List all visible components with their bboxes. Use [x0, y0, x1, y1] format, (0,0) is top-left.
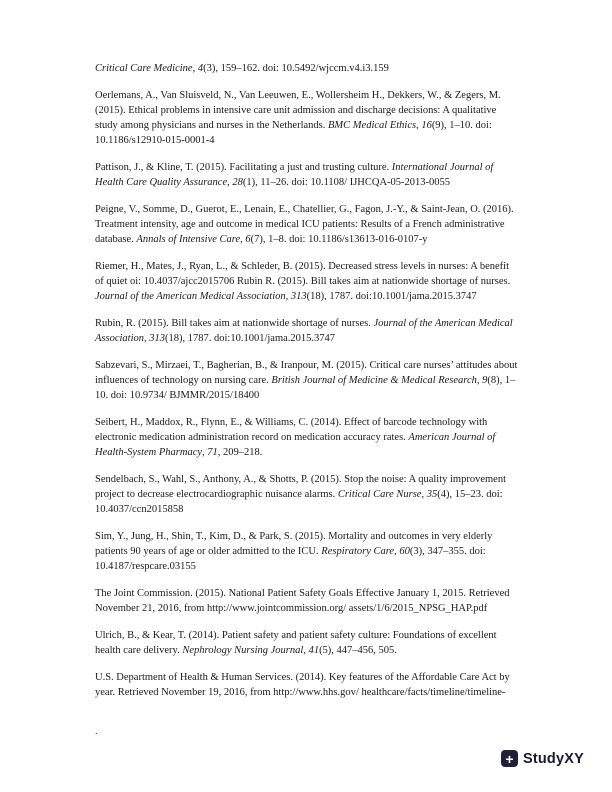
reference-text-segment: ,	[416, 120, 422, 131]
reference-text-segment: Sendelbach, S., Wahl, S., Anthony, A., & Shotts, P. (2015). Stop the noise: A quality improvement project to decrease electrocardiographic nuisance alarms.	[95, 474, 506, 500]
reference-journal-segment: Journal of the American Medical Association, 313	[95, 318, 513, 344]
reference-text-segment: ,	[394, 546, 400, 557]
stray-period-mark: .	[95, 726, 98, 737]
reference-journal-segment: Respiratory Care	[321, 546, 395, 557]
reference-text-segment: Sabzevari, S., Mirzaei, T., Bagherian, B., & Iranpour, M. (2015). Critical care nurses’ attitudes about influences of technology on nursing care.	[95, 360, 518, 386]
reference-text-segment: Rubin, R. (2015). Bill takes aim at nationwide shortage of nurses.	[95, 318, 374, 329]
reference-text-segment: Sim, Y., Jung, H., Shin, T., Kim, D., & Park, S. (2015). Mortality and outcomes in very elderly patients 90 years of age or older admitted to the ICU.	[95, 531, 493, 557]
reference-text-segment: Pattison, J., & Kline, T. (2015). Facilitating a just and trusting culture.	[95, 162, 392, 173]
reference-text-segment: ,	[227, 177, 233, 188]
reference-entry	[95, 316, 520, 346]
reference-entry	[95, 529, 520, 574]
studyxy-watermark	[501, 750, 584, 767]
reference-journal-segment: 6	[245, 234, 251, 245]
reference-text-segment: Seibert, H., Maddox, R., Flynn, E., & Williams, C. (2014). Effect of barcode technology with electronic medication administration record on medication accuracy rates.	[95, 417, 488, 443]
reference-journal-segment: 16	[421, 120, 432, 131]
reference-text-segment: (8), 1–10. doi: 10.9734/ BJMMR/2015/18400	[95, 375, 516, 401]
reference-entry	[95, 358, 520, 403]
reference-journal-segment: Critical Care Nurse	[337, 489, 422, 500]
reference-text-segment: ,	[202, 447, 208, 458]
reference-journal-segment: 28	[232, 177, 243, 188]
reference-text-segment: (18), 1787. doi:10.1001/jama.2015.3747	[165, 333, 336, 344]
reference-journal-segment: American Journal of Health-System Pharmacy	[95, 432, 496, 458]
reference-journal-segment: International Journal of Health Care Quality Assurance	[95, 162, 494, 188]
reference-text-segment: (5), 447–456, 505.	[319, 645, 397, 656]
reference-text-segment: U.S. Department of Health & Human Services. (2014). Key features of the Affordable Care Act by year. Retrieved November 19, 2016, from http://www.hhs.gov/ healthcare/facts/timeline/timeline-	[95, 672, 510, 698]
reference-text-segment: (7), 1–8. doi: 10.1186/s13613-016-0107-y	[250, 234, 428, 245]
reference-text-segment: (18), 1787. doi:10.1001/jama.2015.3747	[306, 291, 477, 302]
reference-journal-segment: Journal of the American Medical Association	[95, 291, 286, 302]
references-list	[95, 61, 520, 712]
reference-journal-segment: British Journal of Medicine & Medical Research	[271, 375, 477, 386]
reference-text-segment: (4), 15–23. doi: 10.4037/ccn2015858	[95, 489, 503, 515]
reference-text-segment: (9), 1–10. doi: 10.1186/s12910-015-0001-4	[95, 120, 492, 146]
reference-entry	[95, 61, 520, 76]
reference-text-segment: ,	[285, 291, 291, 302]
reference-journal-segment: Nephrology Nursing Journal	[182, 645, 304, 656]
reference-journal-segment: BMC Medical Ethics	[328, 120, 417, 131]
reference-text-segment: (3), 347–355. doi: 10.4187/respcare.03155	[95, 546, 486, 572]
reference-journal-segment: 4	[197, 63, 204, 74]
reference-entry	[95, 415, 520, 460]
reference-text-segment: Peigne, V., Somme, D., Guerot, E., Lenain, E., Chatellier, G., Fagon, J.-Y., & Saint-Jean, O. (2016). Treatment intensity, age and outcome in medical ICU patients: Results of a French administrative database.	[95, 204, 514, 245]
reference-text-segment: ,	[303, 645, 309, 656]
reference-text-segment: ,	[476, 375, 483, 386]
reference-text-segment: ,	[192, 63, 198, 74]
reference-text-segment: ,	[240, 234, 246, 245]
reference-journal-segment: 41	[308, 645, 320, 656]
reference-journal-segment: 60	[399, 546, 410, 557]
reference-text-segment: Riemer, H., Mates, J., Ryan, L., & Schleder, B. (2015). Decreased stress levels in nurses: A benefit of quiet oi: 10.4037/ajcc2015706 Rubin R. (2015). Bill takes aim at nationwide shortage of nurses.	[95, 261, 511, 287]
reference-text-segment: , 209–218.	[217, 447, 263, 458]
reference-journal-segment: Critical Care Medicine	[95, 63, 193, 74]
reference-entry	[95, 628, 520, 658]
plus-icon: +	[501, 750, 518, 767]
reference-entry	[95, 586, 520, 616]
reference-text-segment: Oerlemans, A., Van Sluisveld, N., Van Leeuwen, E., Wollersheim H., Dekkers, W., & Zegers, M. (2015). Ethical problems in intensive care unit admission and discharge decisions: A qualitative study among physicians and nurses in the Netherlands.	[95, 90, 501, 131]
reference-journal-segment: 35	[426, 489, 438, 500]
reference-journal-segment: Annals of Intensive Care	[136, 234, 241, 245]
reference-text-segment: Ulrich, B., & Kear, T. (2014). Patient safety and patient safety culture: Foundations of excellent health care delivery.	[95, 630, 497, 656]
reference-journal-segment: 71	[207, 447, 218, 458]
reference-text-segment: ,	[421, 489, 427, 500]
reference-journal-segment: 9	[482, 375, 488, 386]
reference-text-segment: The Joint Commission. (2015). National Patient Safety Goals Effective January 1, 2015. Retrieved November 21, 2016, from http://www.jointcommission.org/ assets/1/6/2015_NPSG_HAP.pdf	[95, 588, 510, 614]
reference-journal-segment: 313	[290, 291, 307, 302]
brand-name-part1: Study	[522, 750, 565, 767]
reference-text-segment: (3), 159–162. doi: 10.5492/wjccm.v4.i3.159	[203, 63, 389, 74]
brand-name-part2: XY	[564, 750, 584, 767]
reference-text-segment: (1), 11–26. doi: 10.1108/ IJHCQA-05-2013-0055	[242, 177, 451, 188]
reference-entry	[95, 670, 520, 700]
reference-entry	[95, 472, 520, 517]
reference-entry	[95, 202, 520, 247]
reference-entry	[95, 160, 520, 190]
brand-name	[523, 751, 584, 767]
reference-entry	[95, 88, 520, 148]
reference-entry	[95, 259, 520, 304]
